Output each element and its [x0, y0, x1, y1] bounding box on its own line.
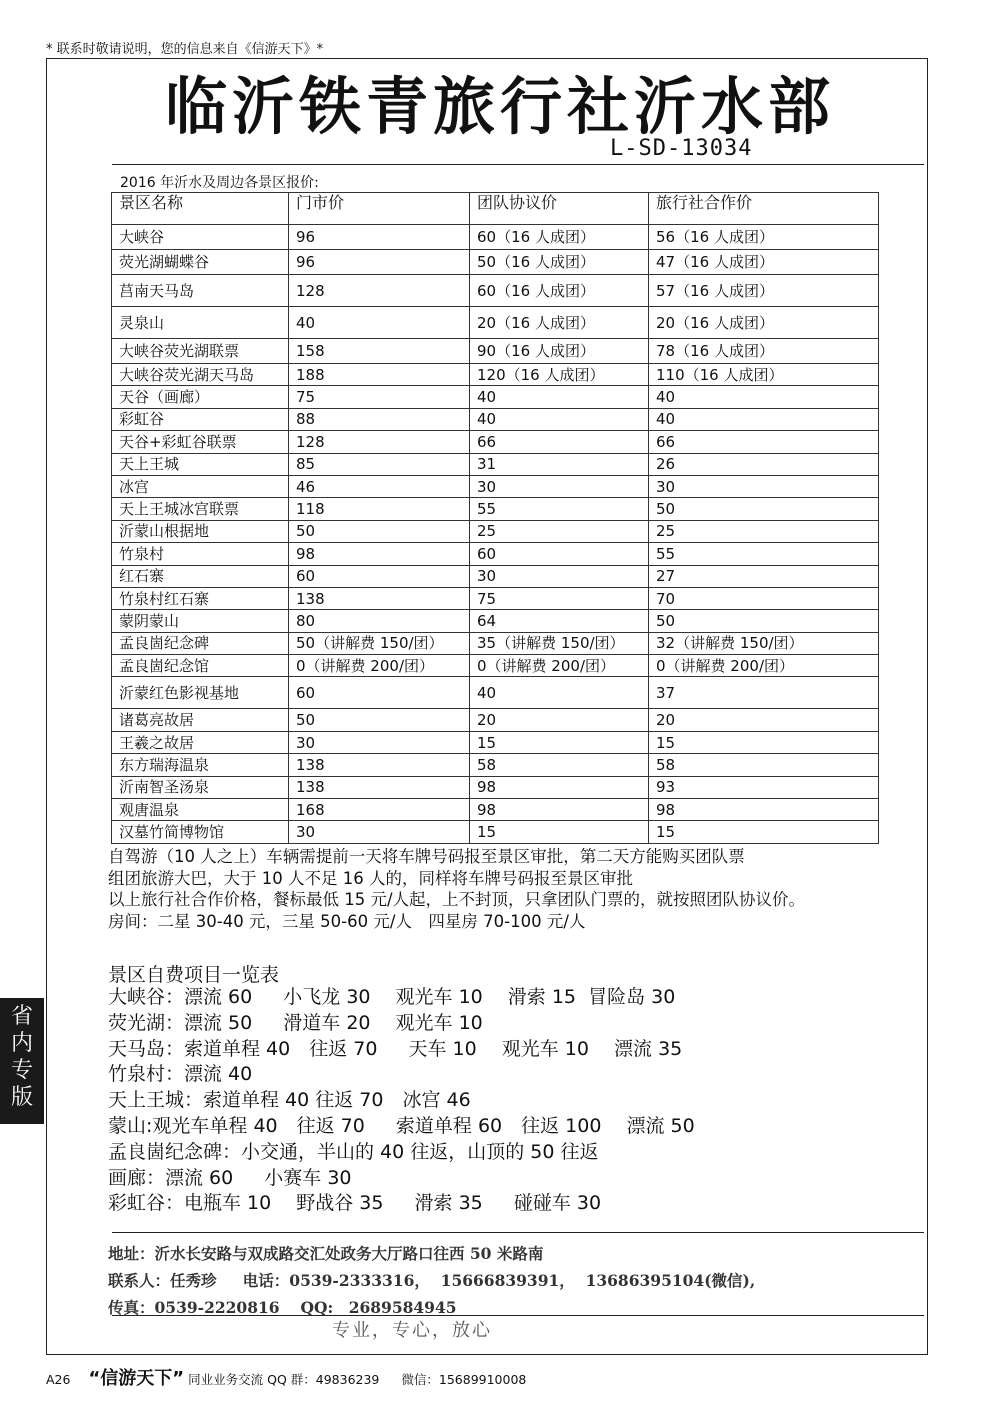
cell-scenic-name: 天谷（画廊） — [112, 386, 289, 408]
cell-retail-price: 40 — [289, 307, 470, 339]
contact-fax-qq: 传真：0539-2220816 QQ: 2689584945 — [108, 1298, 457, 1317]
notes-block — [108, 846, 898, 932]
table-row — [112, 709, 879, 731]
cell-group-price: 50（16 人成团） — [470, 250, 649, 275]
cell-agency-price: 40 — [649, 386, 879, 408]
cell-agency-price: 50 — [649, 610, 879, 632]
cell-retail-price: 138 — [289, 754, 470, 776]
page-title: 临沂铁青旅行社沂水部 — [164, 70, 835, 143]
cell-agency-price: 78（16 人成团） — [649, 339, 879, 364]
table-row — [112, 655, 879, 677]
table-header-row — [112, 193, 879, 225]
price-table-body — [112, 225, 879, 844]
table-row — [112, 587, 879, 609]
price-table — [111, 192, 879, 844]
cell-group-price: 30 — [470, 565, 649, 587]
table-row — [112, 821, 879, 843]
cell-retail-price: 50 — [289, 709, 470, 731]
side-tab — [0, 998, 44, 1124]
cell-group-price: 58 — [470, 754, 649, 776]
table-row — [112, 610, 879, 632]
cell-scenic-name: 天谷+彩虹谷联票 — [112, 431, 289, 453]
cell-agency-price: 20（16 人成团） — [649, 307, 879, 339]
cell-agency-price: 70 — [649, 587, 879, 609]
cell-retail-price: 128 — [289, 275, 470, 307]
table-row — [112, 339, 879, 364]
title-rule — [112, 164, 924, 165]
cell-retail-price: 50 — [289, 520, 470, 542]
fee-line: 竹泉村：漂流 40 — [108, 1063, 253, 1086]
cell-scenic-name: 彩虹谷 — [112, 408, 289, 430]
cell-agency-price: 57（16 人成团） — [649, 275, 879, 307]
cell-retail-price: 98 — [289, 543, 470, 565]
note-agency-price: 以上旅行社合作价格，餐标最低 15 元/人起，上不封顶，只拿团队门票的，就按照团队协议价。 — [108, 890, 806, 909]
cell-retail-price: 46 — [289, 475, 470, 497]
col-header-scenic: 景区名称 — [112, 193, 289, 225]
fees-list — [108, 985, 695, 1217]
fee-line: 大峡谷：漂流 60 小飞龙 30 观光车 10 滑索 15 冒险岛 30 — [108, 986, 676, 1008]
cell-scenic-name: 大峡谷荧光湖天马岛 — [112, 364, 289, 386]
cell-group-price: 75 — [470, 587, 649, 609]
cell-retail-price: 138 — [289, 587, 470, 609]
cell-scenic-name: 红石寨 — [112, 565, 289, 587]
cell-scenic-name: 大峡谷 — [112, 225, 289, 250]
cell-retail-price: 138 — [289, 776, 470, 798]
cell-agency-price: 56（16 人成团） — [649, 225, 879, 250]
table-row — [112, 754, 879, 776]
col-header-retail: 门市价 — [289, 193, 470, 225]
contact-block — [108, 1240, 755, 1321]
cell-retail-price: 60 — [289, 677, 470, 709]
cell-agency-price: 30 — [649, 475, 879, 497]
cell-group-price: 15 — [470, 821, 649, 843]
cell-group-price: 40 — [470, 408, 649, 430]
cell-group-price: 0（讲解费 200/团） — [470, 655, 649, 677]
cell-scenic-name: 沂南智圣汤泉 — [112, 776, 289, 798]
cell-retail-price: 96 — [289, 250, 470, 275]
cell-agency-price: 47（16 人成团） — [649, 250, 879, 275]
cell-agency-price: 93 — [649, 776, 879, 798]
cell-retail-price: 128 — [289, 431, 470, 453]
cell-agency-price: 55 — [649, 543, 879, 565]
cell-scenic-name: 孟良崮纪念馆 — [112, 655, 289, 677]
cell-agency-price: 27 — [649, 565, 879, 587]
cell-scenic-name: 诸葛亮故居 — [112, 709, 289, 731]
cell-group-price: 40 — [470, 386, 649, 408]
fee-line: 彩虹谷：电瓶车 10 野战谷 35 滑索 35 碰碰车 30 — [108, 1192, 602, 1215]
table-row — [112, 386, 879, 408]
table-caption: 2016 年沂水及周边各景区报价: — [120, 175, 319, 191]
footer-qq-group: 同业业务交流 QQ 群：49836239 — [188, 1372, 380, 1387]
cell-retail-price: 30 — [289, 731, 470, 753]
cell-retail-price: 50（讲解费 150/团） — [289, 632, 470, 654]
cell-group-price: 15 — [470, 731, 649, 753]
note-bus: 组团旅游大巴，大于 10 人不足 16 人的，同样将车牌号码报至景区审批 — [108, 868, 633, 888]
cell-group-price: 66 — [470, 431, 649, 453]
fee-line: 天马岛：索道单程 40 往返 70 天车 10 观光车 10 漂流 35 — [108, 1037, 683, 1060]
contact-top-rule — [112, 1232, 924, 1233]
cell-scenic-name: 孟良崮纪念碑 — [112, 632, 289, 654]
cell-agency-price: 37 — [649, 677, 879, 709]
cell-group-price: 20（16 人成团） — [470, 307, 649, 339]
cell-retail-price: 168 — [289, 799, 470, 821]
table-row — [112, 431, 879, 453]
table-row — [112, 776, 879, 798]
cell-retail-price: 85 — [289, 453, 470, 475]
cell-agency-price: 15 — [649, 821, 879, 843]
footer-wechat: 微信：15689910008 — [401, 1372, 527, 1387]
header-note: * 联系时敬请说明，您的信息来自《信游天下》* — [46, 42, 324, 57]
cell-agency-price: 15 — [649, 731, 879, 753]
cell-retail-price: 96 — [289, 225, 470, 250]
table-row — [112, 677, 879, 709]
cell-group-price: 60 — [470, 543, 649, 565]
page-number: A26 — [46, 1372, 71, 1387]
note-self-drive: 自驾游（10 人之上）车辆需提前一天将车牌号码报至景区审批，第二天方能购买团队票 — [108, 847, 745, 866]
fee-line: 孟良崮纪念碑：小交通，半山的 40 往返，山顶的 50 往返 — [108, 1140, 599, 1163]
cell-group-price: 30 — [470, 475, 649, 497]
table-row — [112, 543, 879, 565]
cell-group-price: 120（16 人成团） — [470, 364, 649, 386]
cell-group-price: 35（讲解费 150/团） — [470, 632, 649, 654]
table-row — [112, 799, 879, 821]
contact-person-phone: 联系人：任秀珍 电话：0539-2333316， 15666839391， 13686395104(微信), — [108, 1271, 756, 1290]
table-row — [112, 225, 879, 250]
table-row — [112, 408, 879, 430]
cell-scenic-name: 观唐温泉 — [112, 799, 289, 821]
cell-retail-price: 0（讲解费 200/团） — [289, 655, 470, 677]
cell-retail-price: 75 — [289, 386, 470, 408]
note-rooms: 房间：二星 30-40 元，三星 50-60 元/人 四星房 70-100 元/人 — [108, 911, 586, 931]
col-header-agency: 旅行社合作价 — [649, 193, 879, 225]
cell-scenic-name: 沂蒙红色影视基地 — [112, 677, 289, 709]
cell-agency-price: 25 — [649, 520, 879, 542]
cell-scenic-name: 天上王城冰宫联票 — [112, 498, 289, 520]
cell-group-price: 55 — [470, 498, 649, 520]
cell-scenic-name: 王羲之故居 — [112, 731, 289, 753]
cell-agency-price: 50 — [649, 498, 879, 520]
cell-scenic-name: 东方瑞海温泉 — [112, 754, 289, 776]
cell-scenic-name: 竹泉村 — [112, 543, 289, 565]
license-number: L-SD-13034 — [610, 136, 753, 161]
side-tab-char: 省 — [10, 1004, 33, 1029]
col-header-group: 团队协议价 — [470, 193, 649, 225]
contact-address: 地址：沂水长安路与双成路交汇处政务大厅路口往西 50 米路南 — [108, 1244, 544, 1263]
cell-agency-price: 110（16 人成团） — [649, 364, 879, 386]
cell-agency-price: 58 — [649, 754, 879, 776]
fee-line: 蒙山:观光车单程 40 往返 70 索道单程 60 往返 100 漂流 50 — [108, 1114, 695, 1137]
cell-agency-price: 0（讲解费 200/团） — [649, 655, 879, 677]
table-row — [112, 275, 879, 307]
cell-retail-price: 158 — [289, 339, 470, 364]
cell-scenic-name: 沂蒙山根据地 — [112, 520, 289, 542]
cell-group-price: 40 — [470, 677, 649, 709]
cell-agency-price: 98 — [649, 799, 879, 821]
cell-agency-price: 26 — [649, 453, 879, 475]
table-row — [112, 632, 879, 654]
cell-scenic-name: 大峡谷荧光湖联票 — [112, 339, 289, 364]
fee-line: 天上王城：索道单程 40 往返 70 冰宫 46 — [108, 1089, 471, 1112]
cell-agency-price: 20 — [649, 709, 879, 731]
cell-group-price: 90（16 人成团） — [470, 339, 649, 364]
cell-group-price: 98 — [470, 776, 649, 798]
table-row — [112, 250, 879, 275]
cell-group-price: 25 — [470, 520, 649, 542]
cell-group-price: 60（16 人成团） — [470, 225, 649, 250]
fee-line: 画廊：漂流 60 小赛车 30 — [108, 1166, 352, 1189]
table-row — [112, 498, 879, 520]
fee-line: 荧光湖：漂流 50 滑道车 20 观光车 10 — [108, 1011, 483, 1034]
side-tab-char: 专 — [10, 1058, 33, 1083]
cell-scenic-name: 灵泉山 — [112, 307, 289, 339]
fees-title: 景区自费项目一览表 — [108, 964, 280, 986]
cell-retail-price: 118 — [289, 498, 470, 520]
cell-scenic-name: 荧光湖蝴蝶谷 — [112, 250, 289, 275]
side-tab-char: 版 — [10, 1085, 33, 1110]
cell-retail-price: 30 — [289, 821, 470, 843]
cell-scenic-name: 竹泉村红石寨 — [112, 587, 289, 609]
table-row — [112, 364, 879, 386]
slogan: 专业，专心，放心 — [332, 1320, 492, 1341]
cell-retail-price: 188 — [289, 364, 470, 386]
cell-scenic-name: 冰宫 — [112, 475, 289, 497]
contact-bottom-rule — [112, 1315, 924, 1316]
cell-agency-price: 32（讲解费 150/团） — [649, 632, 879, 654]
side-tab-char: 内 — [10, 1031, 33, 1056]
cell-scenic-name: 汉墓竹简博物馆 — [112, 821, 289, 843]
footer — [46, 1364, 526, 1390]
cell-retail-price: 60 — [289, 565, 470, 587]
cell-group-price: 64 — [470, 610, 649, 632]
cell-scenic-name: 莒南天马岛 — [112, 275, 289, 307]
cell-group-price: 98 — [470, 799, 649, 821]
cell-agency-price: 66 — [649, 431, 879, 453]
cell-group-price: 31 — [470, 453, 649, 475]
cell-scenic-name: 天上王城 — [112, 453, 289, 475]
table-row — [112, 453, 879, 475]
table-row — [112, 307, 879, 339]
table-row — [112, 731, 879, 753]
cell-group-price: 60（16 人成团） — [470, 275, 649, 307]
cell-scenic-name: 蒙阴蒙山 — [112, 610, 289, 632]
cell-group-price: 20 — [470, 709, 649, 731]
cell-retail-price: 88 — [289, 408, 470, 430]
cell-retail-price: 80 — [289, 610, 470, 632]
cell-agency-price: 40 — [649, 408, 879, 430]
table-row — [112, 565, 879, 587]
footer-brand: “信游天下” — [88, 1368, 185, 1389]
table-row — [112, 475, 879, 497]
table-row — [112, 520, 879, 542]
